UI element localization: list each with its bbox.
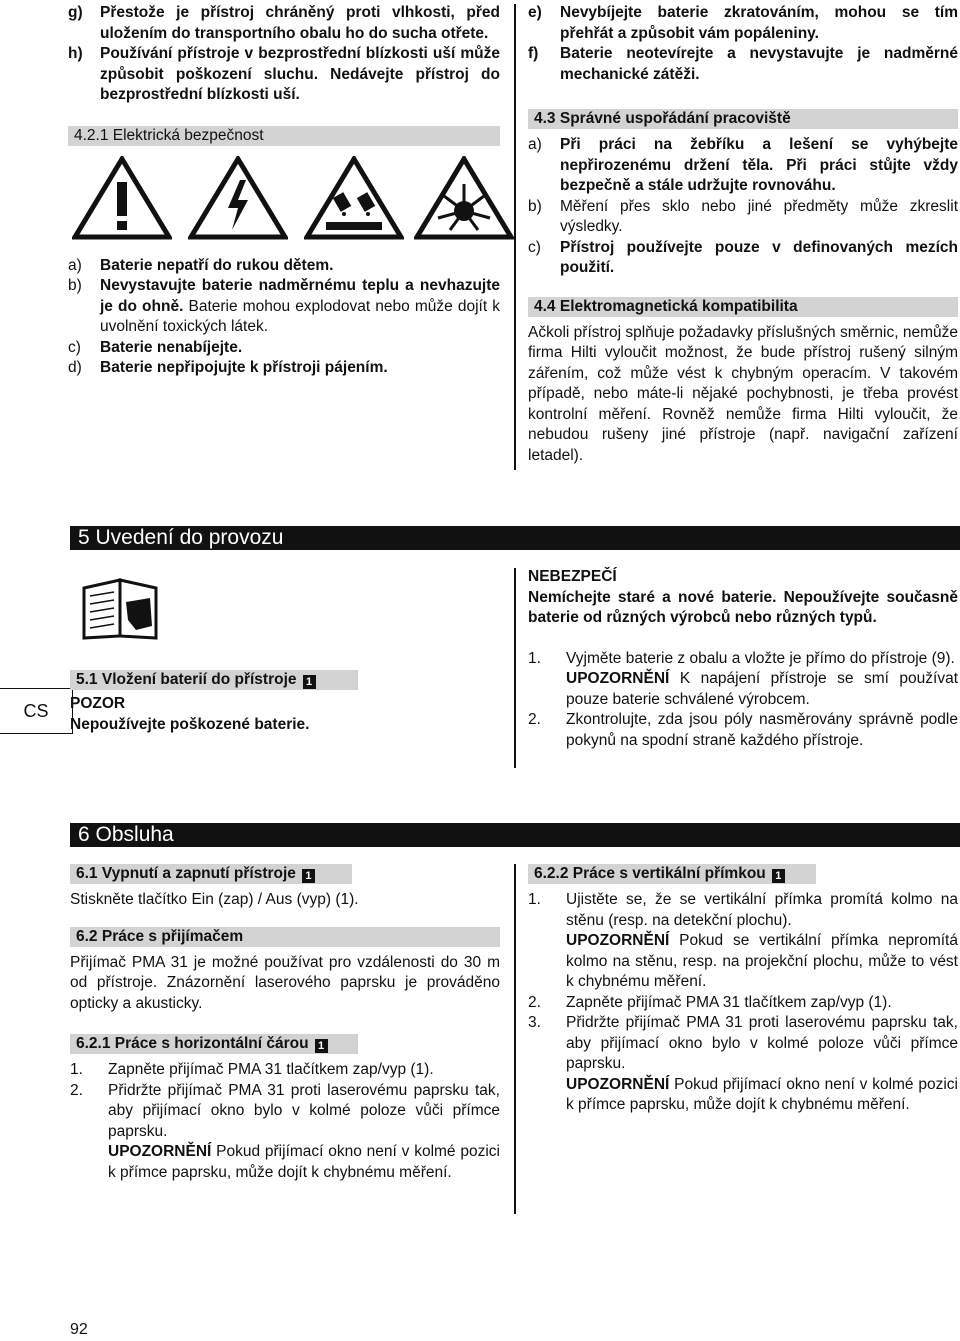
figure-badge: 1 [303, 675, 316, 689]
read-manual-icon [80, 574, 160, 640]
caution-text: Nepoužívejte poškozené baterie. [70, 715, 310, 733]
list-item: a) Baterie nepatří do rukou dětem. [68, 256, 334, 274]
caution-title: POZOR [70, 695, 126, 712]
list-item: 2. Zkontrolujte, zda jsou póly nasměrovány správně podle pokynů na spodní straně každého přístroje. [528, 711, 958, 749]
high-voltage-warning-icon [188, 156, 288, 240]
column-divider [514, 4, 516, 470]
figure-badge: 1 [302, 869, 315, 883]
section-6-title-bar: 6 Obsluha [70, 823, 960, 847]
section-heading-6-1: 6.1 Vypnutí a zapnutí přístroje 1 [70, 864, 352, 884]
paragraph: Přijímač PMA 31 je možné používat pro vzdálenosti do 30 m od přístroje. Znázornění laserového paprsku je prováděno opticky a akusticky. [70, 953, 500, 1012]
list-item: 1. Vyjměte baterie z obalu a vložte je přímo do přístroje (9). UPOZORNĚNÍ K napájení přístroje se smí používat pouze baterie schválené výrobcem. [528, 649, 958, 708]
section-heading-6-2-2: 6.2.2 Práce s vertikální přímkou 1 [528, 864, 816, 884]
page-number: 92 [70, 1321, 88, 1338]
danger-title: NEBEZPEČÍ [528, 568, 617, 585]
section-6-right [528, 864, 958, 1116]
figure-badge: 1 [315, 1039, 328, 1053]
corrosive-warning-icon [304, 156, 404, 240]
column-divider [514, 864, 516, 1214]
list-item: b) Nevystavujte baterie nadměrnému teplu a nevhazujte je do ohně. Baterie mohou explodovat nebo může dojít k uvolnění toxických látek. [68, 277, 500, 335]
list-item: a) Při práci na žebříku a lešení se vyhýbejte nepřirozenému držení těla. Při práci stůjte vždy bezpečně a stále udržujte rovnováhu. [528, 136, 958, 194]
section-5-right [528, 567, 958, 751]
list-item: 2. Zapněte přijímač PMA 31 tlačítkem zap/vyp (1). [528, 993, 892, 1011]
section-5-left [70, 670, 500, 735]
danger-text: Nemíchejte staré a nové baterie. Nepoužívejte současně baterie od různých výrobců nebo různých typů. [528, 588, 958, 626]
list-item: h) Používání přístroje v bezprostřední blízkosti uší může způsobit poškození sluchu. Nedávejte přístroj do bezprostřední blízkosti uší. [68, 45, 500, 103]
emc-paragraph: Ačkoli přístroj splňuje požadavky příslušných směrnic, nemůže firma Hilti vyloučit možnost, že bude přístroj rušený silným zářením, což může vést k chybným operacím. V takovém případě, nebo máte-li nějaké pochybnosti, je třeba provést kontrolní měření. Rovněž nemůže firma Hilti vyloučit, že nebudou rušeny jiné přístroje (např. navigační zařízení letadel). [528, 323, 958, 464]
list-item: 1. Ujistěte se, že se vertikální přímka promítá kolmo na stěnu (resp. na detekční plochu). UPOZORNĚNÍ Pokud se vertikální přímka nepromítá kolmo na stěnu, resp. na projekční plochu, může to vést k chybnému měření. [528, 891, 958, 990]
section-heading-4-3: 4.3 Správné uspořádání pracoviště [528, 109, 958, 129]
top-right-column [528, 3, 958, 466]
section-heading-6-2: 6.2 Práce s přijímačem [70, 927, 500, 947]
exclamation-warning-icon [72, 156, 172, 240]
list-item: f) Baterie neotevírejte a nevystavujte je nadměrné mechanické zátěži. [528, 45, 958, 83]
section-heading-6-2-1: 6.2.1 Práce s horizontální čárou 1 [70, 1034, 358, 1054]
paragraph: Stiskněte tlačítko Ein (zap) / Aus (vyp) (1). [70, 891, 359, 908]
section-heading-4-2-1: 4.2.1 Elektrická bezpečnost [68, 126, 500, 146]
list-item: g) Přestože je přístroj chráněný proti vlhkosti, před uložením do transportního obalu ho do sucha otřete. [68, 4, 500, 42]
list-item: e) Nevybíjejte baterie zkratováním, mohou se tím přehřát a způsobit vám popáleniny. [528, 4, 958, 42]
list-item: c) Baterie nenabíjejte. [68, 338, 243, 356]
list-item: b) Měření přes sklo nebo jiné předměty může zkreslit výsledky. [528, 197, 958, 235]
section-6-left [70, 864, 500, 1183]
figure-badge: 1 [772, 869, 785, 883]
list-item: 2. Přidržte přijímač PMA 31 proti laserovému paprsku tak, aby přijímací okno bylo v kolmé poloze vůči přímce paprsku. UPOZORNĚNÍ Pokud přijímací okno není v kolmé pozici k přímce paprsku, může dojít k chybnému měření. [70, 1081, 500, 1181]
list-item: 3. Přidržte přijímač PMA 31 proti laserovému paprsku tak, aby přijímací okno bylo v kolmé poloze vůči přímce paprsku. UPOZORNĚNÍ Pokud přijímací okno není v kolmé pozici k přímce paprsku, může dojít k chybnému měření. [528, 1014, 958, 1113]
list-item: d) Baterie nepřipojujte k přístroji pájením. [68, 359, 388, 376]
section-5-title-bar: 5 Uvedení do provozu [70, 526, 960, 550]
list-item: 1. Zapněte přijímač PMA 31 tlačítkem zap/vyp (1). [70, 1061, 434, 1078]
top-left-column [68, 3, 500, 379]
language-tab: CS [0, 688, 73, 734]
explosive-warning-icon [414, 156, 514, 240]
section-heading-5-1: 5.1 Vložení baterií do přístroje 1 [70, 670, 358, 690]
list-item: c) Přístroj používejte pouze v definovaných mezích použití. [528, 238, 958, 276]
section-heading-4-4: 4.4 Elektromagnetická kompatibilita [528, 297, 958, 317]
column-divider [514, 568, 516, 768]
warning-icons-row [68, 156, 500, 248]
